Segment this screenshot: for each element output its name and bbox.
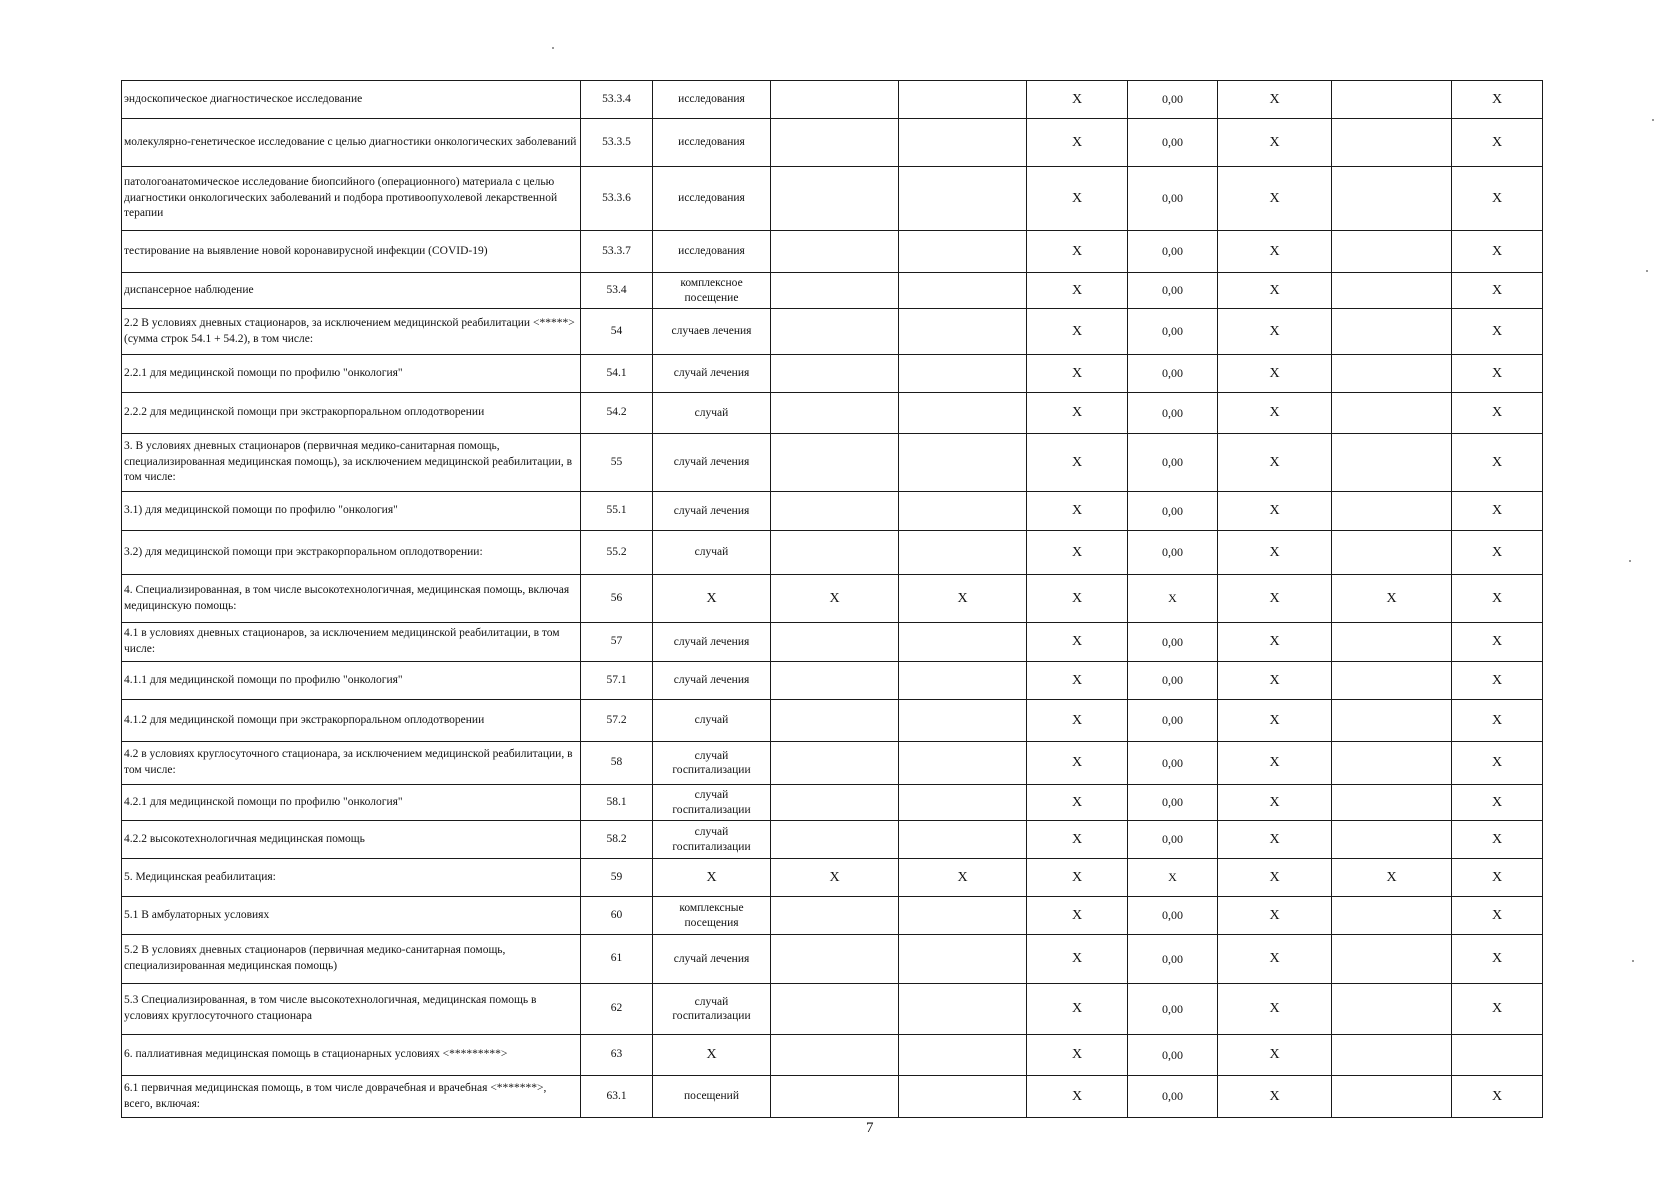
cell-col-10: X bbox=[1452, 785, 1543, 821]
cell-col-10 bbox=[1452, 1035, 1543, 1076]
row-code: 53.4 bbox=[581, 273, 653, 309]
cell-col-4 bbox=[771, 273, 899, 309]
cell-col-4 bbox=[771, 393, 899, 434]
cell-col-10: X bbox=[1452, 623, 1543, 662]
cell-col-8: X bbox=[1218, 859, 1332, 897]
row-name: 3.2) для медицинской помощи при экстракорпоральном оплодотворении: bbox=[122, 531, 581, 575]
cell-col-6: X bbox=[1027, 273, 1128, 309]
cell-col-9 bbox=[1332, 231, 1452, 273]
table-row bbox=[122, 355, 1543, 393]
cell-col-9 bbox=[1332, 81, 1452, 119]
row-unit: комплексное посещение bbox=[653, 273, 771, 309]
cell-col-7: 0,00 bbox=[1128, 231, 1218, 273]
row-unit: случай госпитализации bbox=[653, 984, 771, 1035]
cell-col-8: X bbox=[1218, 984, 1332, 1035]
row-unit: случай лечения bbox=[653, 662, 771, 700]
cell-col-6: X bbox=[1027, 492, 1128, 531]
cell-col-5 bbox=[899, 492, 1027, 531]
cell-col-9 bbox=[1332, 897, 1452, 935]
cell-col-7: 0,00 bbox=[1128, 984, 1218, 1035]
row-code: 60 bbox=[581, 897, 653, 935]
cell-col-8: X bbox=[1218, 434, 1332, 492]
cell-col-8: X bbox=[1218, 119, 1332, 167]
cell-col-7: 0,00 bbox=[1128, 662, 1218, 700]
cell-col-10: X bbox=[1452, 119, 1543, 167]
row-unit: случай госпитализации bbox=[653, 785, 771, 821]
cell-col-6: X bbox=[1027, 1035, 1128, 1076]
cell-col-10: X bbox=[1452, 167, 1543, 231]
table-row bbox=[122, 785, 1543, 821]
cell-col-5 bbox=[899, 273, 1027, 309]
row-unit: случай bbox=[653, 700, 771, 742]
row-name: 3. В условиях дневных стационаров (первичная медико-санитарная помощь, специализированная медицинская помощь), за исключением медицинской реабилитации, в том числе: bbox=[122, 434, 581, 492]
cell-col-9 bbox=[1332, 167, 1452, 231]
row-name: 2.2.2 для медицинской помощи при экстракорпоральном оплодотворении bbox=[122, 393, 581, 434]
cell-col-4 bbox=[771, 81, 899, 119]
cell-col-9 bbox=[1332, 700, 1452, 742]
cell-col-6: X bbox=[1027, 700, 1128, 742]
cell-col-8: X bbox=[1218, 81, 1332, 119]
cell-col-8: X bbox=[1218, 821, 1332, 859]
cell-col-7: 0,00 bbox=[1128, 742, 1218, 785]
cell-col-9 bbox=[1332, 785, 1452, 821]
cell-col-8: X bbox=[1218, 1035, 1332, 1076]
table-row bbox=[122, 531, 1543, 575]
cell-col-10: X bbox=[1452, 309, 1543, 355]
row-unit: X bbox=[653, 1035, 771, 1076]
cell-col-5: X bbox=[899, 575, 1027, 623]
cell-col-8: X bbox=[1218, 897, 1332, 935]
cell-col-10: X bbox=[1452, 859, 1543, 897]
cell-col-4 bbox=[771, 119, 899, 167]
cell-col-10: X bbox=[1452, 897, 1543, 935]
cell-col-7: 0,00 bbox=[1128, 81, 1218, 119]
row-name: 5. Медицинская реабилитация: bbox=[122, 859, 581, 897]
table-row bbox=[122, 742, 1543, 785]
row-name: 6. паллиативная медицинская помощь в стационарных условиях <*********> bbox=[122, 1035, 581, 1076]
cell-col-5 bbox=[899, 309, 1027, 355]
cell-col-5: X bbox=[899, 859, 1027, 897]
row-code: 53.3.4 bbox=[581, 81, 653, 119]
cell-col-7: 0,00 bbox=[1128, 119, 1218, 167]
row-code: 59 bbox=[581, 859, 653, 897]
cell-col-10: X bbox=[1452, 1076, 1543, 1118]
cell-col-8: X bbox=[1218, 1076, 1332, 1118]
row-code: 57 bbox=[581, 623, 653, 662]
cell-col-6: X bbox=[1027, 355, 1128, 393]
row-name: 2.2.1 для медицинской помощи по профилю "онкология" bbox=[122, 355, 581, 393]
cell-col-4 bbox=[771, 935, 899, 984]
cell-col-4: X bbox=[771, 575, 899, 623]
cell-col-9 bbox=[1332, 1035, 1452, 1076]
cell-col-5 bbox=[899, 167, 1027, 231]
cell-col-5 bbox=[899, 393, 1027, 434]
cell-col-8: X bbox=[1218, 700, 1332, 742]
cell-col-9 bbox=[1332, 1076, 1452, 1118]
row-name: 3.1) для медицинской помощи по профилю "онкология" bbox=[122, 492, 581, 531]
table-row bbox=[122, 984, 1543, 1035]
table-row bbox=[122, 434, 1543, 492]
cell-col-4 bbox=[771, 1035, 899, 1076]
cell-col-5 bbox=[899, 821, 1027, 859]
cell-col-9 bbox=[1332, 623, 1452, 662]
cell-col-6: X bbox=[1027, 623, 1128, 662]
cell-col-10: X bbox=[1452, 700, 1543, 742]
cell-col-4 bbox=[771, 897, 899, 935]
cell-col-8: X bbox=[1218, 167, 1332, 231]
cell-col-10: X bbox=[1452, 231, 1543, 273]
cell-col-7: X bbox=[1128, 575, 1218, 623]
table-row bbox=[122, 492, 1543, 531]
row-name: молекулярно-генетическое исследование с целью диагностики онкологических заболеваний bbox=[122, 119, 581, 167]
cell-col-5 bbox=[899, 984, 1027, 1035]
cell-col-4 bbox=[771, 434, 899, 492]
cell-col-6: X bbox=[1027, 393, 1128, 434]
cell-col-10: X bbox=[1452, 434, 1543, 492]
cell-col-8: X bbox=[1218, 662, 1332, 700]
row-unit: случай bbox=[653, 531, 771, 575]
cell-col-4 bbox=[771, 309, 899, 355]
cell-col-10: X bbox=[1452, 984, 1543, 1035]
row-code: 57.1 bbox=[581, 662, 653, 700]
row-unit: случай лечения bbox=[653, 492, 771, 531]
cell-col-10: X bbox=[1452, 393, 1543, 434]
row-unit: X bbox=[653, 859, 771, 897]
cell-col-6: X bbox=[1027, 309, 1128, 355]
cell-col-7: 0,00 bbox=[1128, 935, 1218, 984]
cell-col-5 bbox=[899, 1076, 1027, 1118]
cell-col-4 bbox=[771, 662, 899, 700]
cell-col-9: X bbox=[1332, 575, 1452, 623]
row-code: 55.2 bbox=[581, 531, 653, 575]
row-name: 4.1 в условиях дневных стационаров, за исключением медицинской реабилитации, в том числе: bbox=[122, 623, 581, 662]
cell-col-6: X bbox=[1027, 742, 1128, 785]
cell-col-10: X bbox=[1452, 273, 1543, 309]
cell-col-9 bbox=[1332, 434, 1452, 492]
cell-col-5 bbox=[899, 119, 1027, 167]
cell-col-7: 0,00 bbox=[1128, 821, 1218, 859]
cell-col-5 bbox=[899, 1035, 1027, 1076]
cell-col-9 bbox=[1332, 935, 1452, 984]
cell-col-5 bbox=[899, 81, 1027, 119]
cell-col-4 bbox=[771, 821, 899, 859]
row-unit: исследования bbox=[653, 231, 771, 273]
cell-col-8: X bbox=[1218, 531, 1332, 575]
cell-col-8: X bbox=[1218, 935, 1332, 984]
cell-col-7: X bbox=[1128, 859, 1218, 897]
cell-col-7: 0,00 bbox=[1128, 492, 1218, 531]
cell-col-7: 0,00 bbox=[1128, 700, 1218, 742]
page-number: 7 bbox=[866, 1120, 874, 1136]
cell-col-8: X bbox=[1218, 393, 1332, 434]
cell-col-9 bbox=[1332, 742, 1452, 785]
cell-col-9 bbox=[1332, 531, 1452, 575]
row-unit: случай госпитализации bbox=[653, 821, 771, 859]
row-name: 4.1.2 для медицинской помощи при экстракорпоральном оплодотворении bbox=[122, 700, 581, 742]
row-unit: случай госпитализации bbox=[653, 742, 771, 785]
cell-col-6: X bbox=[1027, 859, 1128, 897]
cell-col-6: X bbox=[1027, 119, 1128, 167]
table-row bbox=[122, 662, 1543, 700]
cell-col-4 bbox=[771, 623, 899, 662]
scan-speck bbox=[1652, 119, 1654, 121]
cell-col-6: X bbox=[1027, 575, 1128, 623]
table-row bbox=[122, 897, 1543, 935]
cell-col-6: X bbox=[1027, 821, 1128, 859]
row-name: патологоанатомическое исследование биопсийного (операционного) материала с целью диагностики онкологических заболеваний и подбора противоопухолевой лекарственной терапии bbox=[122, 167, 581, 231]
row-code: 53.3.7 bbox=[581, 231, 653, 273]
cell-col-7: 0,00 bbox=[1128, 167, 1218, 231]
cell-col-6: X bbox=[1027, 662, 1128, 700]
cell-col-4 bbox=[771, 742, 899, 785]
cell-col-5 bbox=[899, 355, 1027, 393]
row-unit: X bbox=[653, 575, 771, 623]
row-name: диспансерное наблюдение bbox=[122, 273, 581, 309]
cell-col-8: X bbox=[1218, 231, 1332, 273]
cell-col-8: X bbox=[1218, 273, 1332, 309]
cell-col-6: X bbox=[1027, 984, 1128, 1035]
scan-speck bbox=[552, 47, 554, 49]
cell-col-9 bbox=[1332, 119, 1452, 167]
row-unit: случай лечения bbox=[653, 935, 771, 984]
cell-col-7: 0,00 bbox=[1128, 1035, 1218, 1076]
cell-col-5 bbox=[899, 700, 1027, 742]
row-name: 5.2 В условиях дневных стационаров (первичная медико-санитарная помощь, специализированная медицинская помощь) bbox=[122, 935, 581, 984]
row-unit: исследования bbox=[653, 119, 771, 167]
row-name: тестирование на выявление новой коронавирусной инфекции (COVID-19) bbox=[122, 231, 581, 273]
cell-col-10: X bbox=[1452, 662, 1543, 700]
table-row bbox=[122, 700, 1543, 742]
cell-col-8: X bbox=[1218, 355, 1332, 393]
row-unit: исследования bbox=[653, 167, 771, 231]
table-row bbox=[122, 1076, 1543, 1118]
cell-col-5 bbox=[899, 897, 1027, 935]
cell-col-6: X bbox=[1027, 231, 1128, 273]
cell-col-4 bbox=[771, 492, 899, 531]
row-unit: комплексные посещения bbox=[653, 897, 771, 935]
cell-col-6: X bbox=[1027, 167, 1128, 231]
cell-col-5 bbox=[899, 742, 1027, 785]
cell-col-4 bbox=[771, 231, 899, 273]
row-name: 4. Специализированная, в том числе высокотехнологичная, медицинская помощь, включая медицинскую помощь: bbox=[122, 575, 581, 623]
scan-speck bbox=[1646, 270, 1648, 272]
table-row bbox=[122, 935, 1543, 984]
cell-col-6: X bbox=[1027, 935, 1128, 984]
row-name: 5.3 Специализированная, в том числе высокотехнологичная, медицинская помощь в условиях круглосуточного стационара bbox=[122, 984, 581, 1035]
cell-col-7: 0,00 bbox=[1128, 531, 1218, 575]
cell-col-7: 0,00 bbox=[1128, 623, 1218, 662]
cell-col-10: X bbox=[1452, 355, 1543, 393]
table-row bbox=[122, 167, 1543, 231]
cell-col-7: 0,00 bbox=[1128, 785, 1218, 821]
cell-col-8: X bbox=[1218, 492, 1332, 531]
row-code: 56 bbox=[581, 575, 653, 623]
row-name: 5.1 В амбулаторных условиях bbox=[122, 897, 581, 935]
cell-col-9: X bbox=[1332, 859, 1452, 897]
cell-col-10: X bbox=[1452, 821, 1543, 859]
table-row bbox=[122, 623, 1543, 662]
cell-col-6: X bbox=[1027, 434, 1128, 492]
cell-col-7: 0,00 bbox=[1128, 434, 1218, 492]
row-unit: случай bbox=[653, 393, 771, 434]
row-code: 54.2 bbox=[581, 393, 653, 434]
cell-col-9 bbox=[1332, 492, 1452, 531]
table-row bbox=[122, 273, 1543, 309]
cell-col-6: X bbox=[1027, 531, 1128, 575]
cell-col-4 bbox=[771, 984, 899, 1035]
cell-col-9 bbox=[1332, 355, 1452, 393]
cell-col-4: X bbox=[771, 859, 899, 897]
table-row bbox=[122, 393, 1543, 434]
row-code: 53.3.5 bbox=[581, 119, 653, 167]
cell-col-4 bbox=[771, 700, 899, 742]
cell-col-9 bbox=[1332, 984, 1452, 1035]
row-code: 58.1 bbox=[581, 785, 653, 821]
cell-col-7: 0,00 bbox=[1128, 897, 1218, 935]
cell-col-6: X bbox=[1027, 1076, 1128, 1118]
cell-col-9 bbox=[1332, 273, 1452, 309]
cell-col-9 bbox=[1332, 821, 1452, 859]
row-code: 55.1 bbox=[581, 492, 653, 531]
cell-col-5 bbox=[899, 935, 1027, 984]
row-code: 57.2 bbox=[581, 700, 653, 742]
cell-col-4 bbox=[771, 355, 899, 393]
cell-col-10: X bbox=[1452, 81, 1543, 119]
row-name: 4.2 в условиях круглосуточного стационара, за исключением медицинской реабилитации, в том числе: bbox=[122, 742, 581, 785]
table-row bbox=[122, 575, 1543, 623]
cell-col-5 bbox=[899, 623, 1027, 662]
cell-col-7: 0,00 bbox=[1128, 355, 1218, 393]
cell-col-4 bbox=[771, 785, 899, 821]
row-name: 2.2 В условиях дневных стационаров, за исключением медицинской реабилитации <*****> (сумма строк 54.1 + 54.2), в том числе: bbox=[122, 309, 581, 355]
cell-col-7: 0,00 bbox=[1128, 393, 1218, 434]
cell-col-5 bbox=[899, 785, 1027, 821]
cell-col-10: X bbox=[1452, 575, 1543, 623]
row-code: 62 bbox=[581, 984, 653, 1035]
cell-col-5 bbox=[899, 231, 1027, 273]
cell-col-8: X bbox=[1218, 742, 1332, 785]
cell-col-4 bbox=[771, 1076, 899, 1118]
row-code: 58.2 bbox=[581, 821, 653, 859]
row-code: 54.1 bbox=[581, 355, 653, 393]
row-name: 6.1 первичная медицинская помощь, в том числе доврачебная и врачебная <*******>, всего, включая: bbox=[122, 1076, 581, 1118]
cell-col-4 bbox=[771, 167, 899, 231]
cell-col-6: X bbox=[1027, 897, 1128, 935]
row-name: 4.2.2 высокотехнологичная медицинская помощь bbox=[122, 821, 581, 859]
scan-speck bbox=[1632, 960, 1634, 962]
cell-col-6: X bbox=[1027, 81, 1128, 119]
row-name: 4.1.1 для медицинской помощи по профилю "онкология" bbox=[122, 662, 581, 700]
row-code: 55 bbox=[581, 434, 653, 492]
row-unit: случаев лечения bbox=[653, 309, 771, 355]
cell-col-5 bbox=[899, 531, 1027, 575]
table-row bbox=[122, 821, 1543, 859]
cell-col-9 bbox=[1332, 309, 1452, 355]
cell-col-10: X bbox=[1452, 935, 1543, 984]
table-row bbox=[122, 81, 1543, 119]
row-name: 4.2.1 для медицинской помощи по профилю "онкология" bbox=[122, 785, 581, 821]
cell-col-8: X bbox=[1218, 623, 1332, 662]
cell-col-8: X bbox=[1218, 575, 1332, 623]
table-row bbox=[122, 859, 1543, 897]
cell-col-5 bbox=[899, 662, 1027, 700]
cell-col-9 bbox=[1332, 662, 1452, 700]
row-unit: исследования bbox=[653, 81, 771, 119]
cell-col-5 bbox=[899, 434, 1027, 492]
cell-col-10: X bbox=[1452, 742, 1543, 785]
table-row bbox=[122, 309, 1543, 355]
row-code: 58 bbox=[581, 742, 653, 785]
row-unit: случай лечения bbox=[653, 623, 771, 662]
cell-col-10: X bbox=[1452, 492, 1543, 531]
cell-col-7: 0,00 bbox=[1128, 1076, 1218, 1118]
data-table bbox=[121, 80, 1543, 1118]
cell-col-10: X bbox=[1452, 531, 1543, 575]
row-code: 61 bbox=[581, 935, 653, 984]
table-row bbox=[122, 1035, 1543, 1076]
row-unit: посещений bbox=[653, 1076, 771, 1118]
cell-col-8: X bbox=[1218, 309, 1332, 355]
cell-col-7: 0,00 bbox=[1128, 273, 1218, 309]
table-row bbox=[122, 231, 1543, 273]
cell-col-7: 0,00 bbox=[1128, 309, 1218, 355]
cell-col-6: X bbox=[1027, 785, 1128, 821]
cell-col-8: X bbox=[1218, 785, 1332, 821]
table-row bbox=[122, 119, 1543, 167]
row-code: 63 bbox=[581, 1035, 653, 1076]
row-code: 54 bbox=[581, 309, 653, 355]
row-code: 53.3.6 bbox=[581, 167, 653, 231]
row-name: эндоскопическое диагностическое исследование bbox=[122, 81, 581, 119]
scan-speck bbox=[1629, 560, 1631, 562]
row-unit: случай лечения bbox=[653, 434, 771, 492]
cell-col-9 bbox=[1332, 393, 1452, 434]
cell-col-4 bbox=[771, 531, 899, 575]
row-code: 63.1 bbox=[581, 1076, 653, 1118]
row-unit: случай лечения bbox=[653, 355, 771, 393]
